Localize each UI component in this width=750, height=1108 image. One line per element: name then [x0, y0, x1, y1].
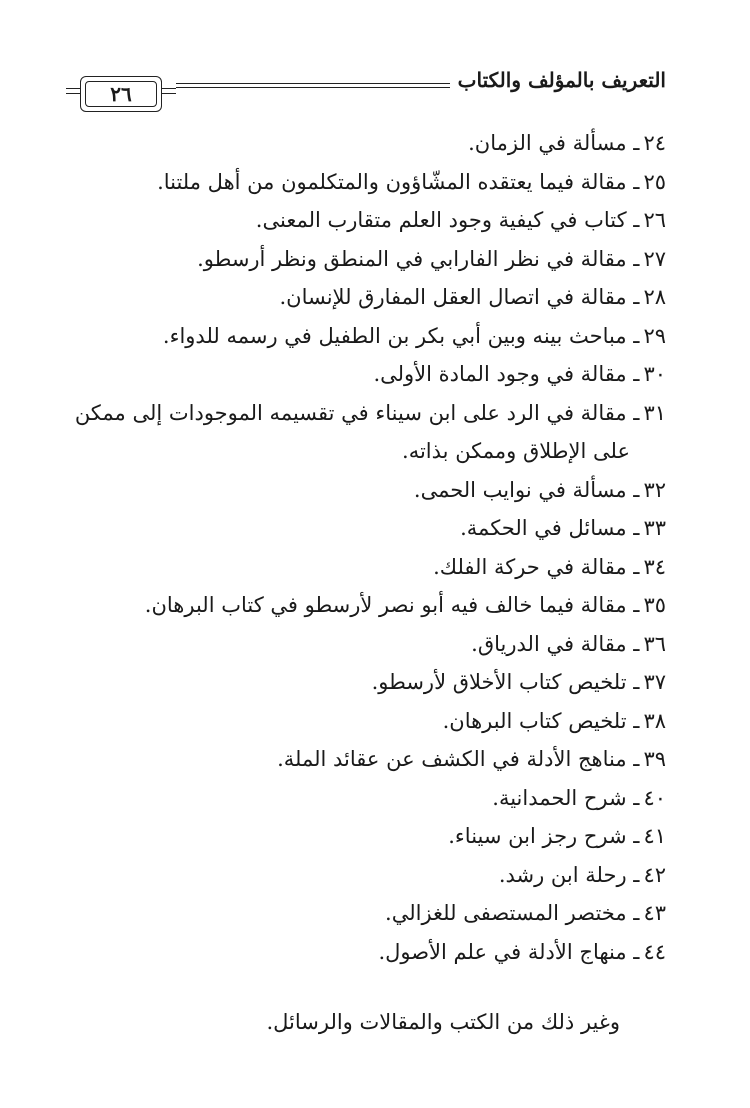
item-text: ـ مسألة في الزمان.: [468, 131, 640, 155]
list-item: [60, 355, 666, 394]
item-number: ٣٧: [643, 670, 666, 694]
item-number: ٤١: [643, 824, 666, 848]
item-number: ٣٦: [643, 631, 666, 656]
item-number: ٤٢: [643, 862, 666, 887]
item-number: ٤٠: [643, 785, 666, 810]
item-text: ـ شرح رجز ابن سيناء.: [448, 824, 640, 848]
page-number: ٢٦: [85, 81, 157, 107]
item-number: ٣١: [643, 400, 666, 425]
list-item: [60, 740, 666, 779]
list-item: [60, 278, 666, 317]
list-item: [60, 856, 666, 895]
item-text: ـ مقالة في نظر الفارابي في المنطق ونظر أرسطو.: [197, 246, 640, 271]
page-header: [66, 66, 666, 120]
item-text: ـ مسألة في نوايب الحمى.: [413, 477, 640, 502]
list-item: [60, 240, 666, 279]
item-text: ـ مقالة في الدرياق.: [471, 631, 640, 656]
item-number: ٢٧: [643, 246, 666, 271]
list-item: [60, 663, 666, 702]
item-text: ـ مناهج الأدلة في الكشف عن عقائد الملة.: [277, 747, 640, 771]
item-text: ـ مقالة في وجود المادة الأولى.: [373, 362, 640, 386]
item-text: ـ رحلة ابن رشد.: [498, 862, 640, 887]
list-item: [60, 163, 666, 202]
list-item: [60, 586, 666, 625]
item-text: ـ مقالة فيما يعتقده المشّاؤون والمتكلمون من أهل ملتنا.: [157, 169, 640, 194]
item-number: ٣٨: [643, 708, 666, 733]
item-text: ـ منهاج الأدلة في علم الأصول.: [378, 939, 640, 964]
item-text: ـ كتاب في كيفية وجود العلم متقارب المعنى.: [255, 208, 640, 232]
item-number: ٣٣: [643, 516, 666, 540]
item-text: ـ تلخيص كتاب الأخلاق لأرسطو.: [371, 670, 640, 694]
item-text: ـ مختصر المستصفى للغزالي.: [385, 901, 640, 925]
list-item: [60, 124, 666, 163]
page-number-box: [66, 76, 176, 112]
list-item: [60, 201, 666, 240]
running-title: التعريف بالمؤلف والكتاب: [450, 68, 666, 92]
item-number: ٢٥: [643, 169, 666, 194]
list-item: [60, 817, 666, 856]
item-text: ـ مقالة في اتصال العقل المفارق للإنسان.: [279, 285, 640, 309]
item-number: ٢٩: [643, 323, 666, 348]
list-item: [60, 779, 666, 818]
item-number: ٣٢: [643, 477, 666, 502]
list-item: [60, 509, 666, 548]
item-number: ٢٨: [643, 285, 666, 309]
item-number: ٤٤: [643, 939, 666, 964]
item-text: ـ مقالة في الرد على ابن سيناء في تقسيمه الموجودات إلى ممكن: [74, 400, 640, 425]
list-item: [60, 471, 666, 510]
item-text-continuation: على الإطلاق وممكن بذاته.: [402, 439, 630, 463]
item-number: ٢٦: [643, 208, 666, 232]
item-text: ـ مقالة فيما خالف فيه أبو نصر لأرسطو في كتاب البرهان.: [144, 593, 640, 617]
list-item: [60, 394, 666, 471]
closing-sentence: وغير ذلك من الكتب والمقالات والرسائل.: [266, 1010, 620, 1034]
item-number: ٣٥: [643, 593, 666, 617]
works-list: [60, 124, 666, 971]
item-text: ـ تلخيص كتاب البرهان.: [442, 708, 640, 733]
list-item: [60, 702, 666, 741]
list-item: [60, 933, 666, 972]
item-number: ٣٩: [643, 747, 666, 771]
item-number: ٣٤: [643, 554, 666, 579]
list-item: [60, 625, 666, 664]
list-item: [60, 548, 666, 587]
item-text: ـ شرح الحمدانية.: [492, 785, 640, 810]
item-number: ٤٣: [643, 901, 666, 925]
list-item: [60, 317, 666, 356]
item-text: ـ مسائل في الحكمة.: [460, 516, 640, 540]
item-number: ٣٠: [643, 362, 666, 386]
item-text: ـ مباحث بينه وبين أبي بكر بن الطفيل في رسمه للدواء.: [162, 323, 640, 348]
item-number: ٢٤: [643, 131, 666, 155]
item-text: ـ مقالة في حركة الفلك.: [433, 554, 640, 579]
list-item: [60, 894, 666, 933]
